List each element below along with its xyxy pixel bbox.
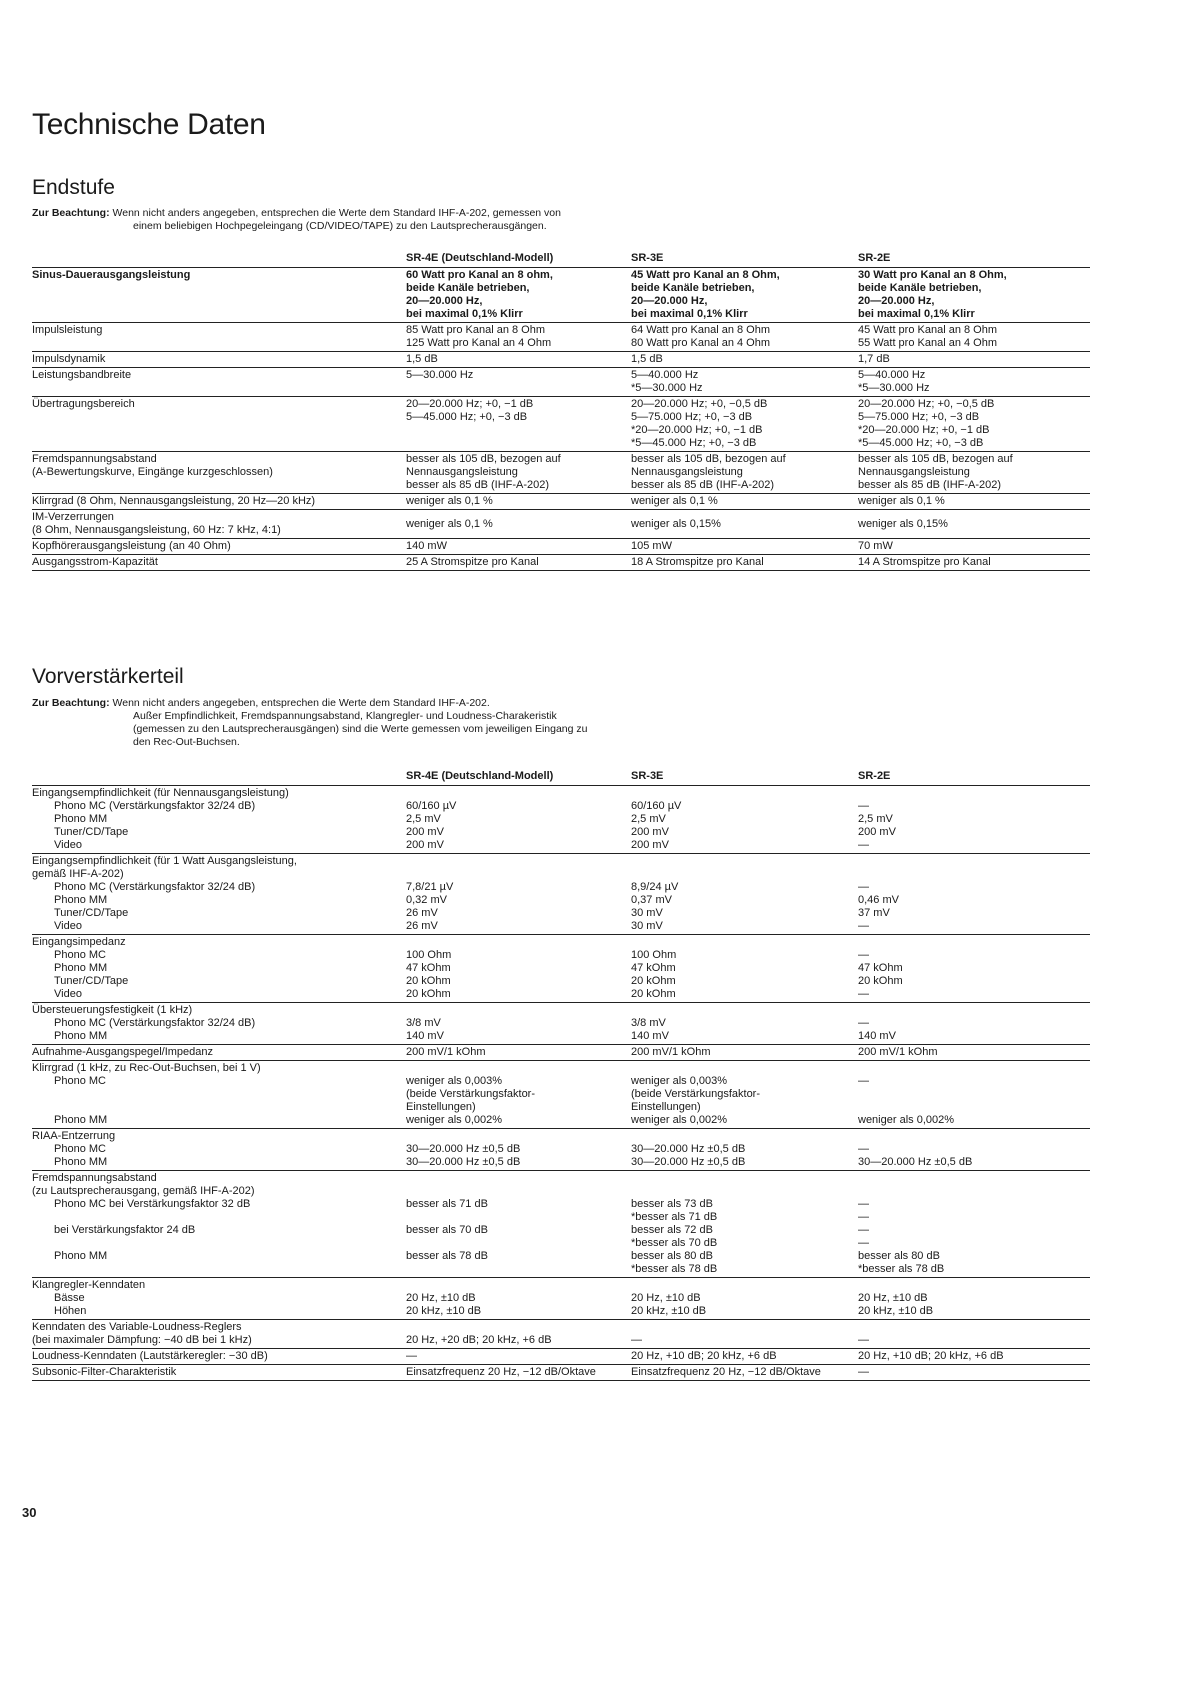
spec-value: 20 Hz, ±10 dB 20 kHz, ±10 dB xyxy=(631,1278,858,1320)
spec-value: — 0,46 mV 37 mV — xyxy=(858,854,1090,935)
spec-value: besser als 105 dB, bezogen auf Nennausgangsleistung besser als 85 dB (IHF-A-202) xyxy=(631,452,858,494)
spec-value: 140 mW xyxy=(406,539,631,555)
spec-value: weniger als 0,1 % xyxy=(631,494,858,510)
spec-sublabels: Phono MC Phono MM xyxy=(54,1143,108,1168)
spec-value: 5—30.000 Hz xyxy=(406,368,631,397)
table-row xyxy=(32,1278,1090,1320)
section-title-vorverstaerker: Vorverstärkerteil xyxy=(32,665,184,688)
table-row xyxy=(32,1365,1090,1381)
spec-value: 200 mV/1 kOhm xyxy=(406,1045,631,1061)
spec-value: 1,7 dB xyxy=(858,352,1090,368)
spec-value: 20 Hz, +10 dB; 20 kHz, +6 dB xyxy=(631,1349,858,1365)
note-line: Wenn nicht anders angegeben, entsprechen die Werte dem Standard IHF-A-202. xyxy=(112,697,490,709)
vorverstaerker-note xyxy=(32,697,732,749)
spec-value: 30—20.000 Hz ±0,5 dB 30—20.000 Hz ±0,5 dB xyxy=(631,1129,858,1171)
spec-label: Impulsdynamik xyxy=(32,352,406,368)
table-row xyxy=(32,555,1090,571)
spec-value: 25 A Stromspitze pro Kanal xyxy=(406,555,631,571)
note-line: einem beliebigen Hochpegeleingang (CD/VIDEO/TAPE) zu den Lautsprecherausgängen. xyxy=(133,220,547,232)
spec-value: 5—40.000 Hz *5—30.000 Hz xyxy=(631,368,858,397)
spec-label: Übersteuerungsfestigkeit (1 kHz) xyxy=(32,1004,193,1016)
section-title-endstufe: Endstufe xyxy=(32,176,115,199)
model-header: SR-4E (Deutschland-Modell) xyxy=(406,768,631,786)
table-row xyxy=(32,539,1090,555)
spec-value: 60/160 µV 2,5 mV 200 mV 200 mV xyxy=(631,786,858,854)
page-title: Technische Daten xyxy=(32,108,266,142)
spec-label: Übertragungsbereich xyxy=(32,397,406,452)
table-row xyxy=(32,1129,1090,1171)
spec-value: 8,9/24 µV 0,37 mV 30 mV 30 mV xyxy=(631,854,858,935)
spec-value: — xyxy=(858,1365,1090,1381)
spec-sublabels: Phono MC (Verstärkungsfaktor 32/24 dB) Phono MM xyxy=(54,1017,256,1042)
table-row xyxy=(32,1171,1090,1278)
spec-value: — xyxy=(631,1320,858,1349)
spec-value: 3/8 mV 140 mV xyxy=(631,1003,858,1045)
spec-value: 14 A Stromspitze pro Kanal xyxy=(858,555,1090,571)
spec-value: 60/160 µV 2,5 mV 200 mV 200 mV xyxy=(406,786,631,854)
spec-value: 20 Hz, ±10 dB 20 kHz, ±10 dB xyxy=(858,1278,1090,1320)
spec-value: 85 Watt pro Kanal an 8 Ohm 125 Watt pro Kanal an 4 Ohm xyxy=(406,323,631,352)
table-row xyxy=(32,854,1090,935)
spec-value: — 140 mV xyxy=(858,1003,1090,1045)
spec-value: besser als 105 dB, bezogen auf Nennausgangsleistung besser als 85 dB (IHF-A-202) xyxy=(406,452,631,494)
spec-group xyxy=(32,786,406,854)
table-row xyxy=(32,1320,1090,1349)
table-row xyxy=(32,397,1090,452)
table-row xyxy=(32,452,1090,494)
spec-value: Einsatzfrequenz 20 Hz, −12 dB/Oktave xyxy=(406,1365,631,1381)
spec-label: Kenndaten des Variable-Loudness-Reglers (bei maximaler Dämpfung: −40 dB bei 1 kHz) xyxy=(32,1320,406,1349)
table-row xyxy=(32,786,1090,854)
table-row xyxy=(32,935,1090,1003)
spec-sublabels: Phono MC Phono MM Tuner/CD/Tape Video xyxy=(54,949,129,1000)
spec-value: 105 mW xyxy=(631,539,858,555)
spec-value: besser als 71 dB besser als 70 dB besser als 78 dB xyxy=(406,1171,631,1278)
note-line: Außer Empfindlichkeit, Fremdspannungsabstand, Klangregler- und Loudness-Charakeristik xyxy=(133,710,557,722)
spec-value: weniger als 0,15% xyxy=(858,510,1090,539)
spec-value: 45 Watt pro Kanal an 8 Ohm, beide Kanäle betrieben, 20—20.000 Hz, bei maximal 0,1% Klirr xyxy=(631,268,858,323)
spec-label: RIAA-Entzerrung xyxy=(32,1130,116,1142)
spec-value: 20 Hz, +20 dB; 20 kHz, +6 dB xyxy=(406,1320,631,1349)
spec-label: Eingangsempfindlichkeit (für Nennausgangsleistung) xyxy=(32,787,289,799)
spec-value: 60 Watt pro Kanal an 8 ohm, beide Kanäle betrieben, 20—20.000 Hz, bei maximal 0,1% Klirr xyxy=(406,268,631,323)
spec-value: 30—20.000 Hz ±0,5 dB 30—20.000 Hz ±0,5 dB xyxy=(406,1129,631,1171)
table-row xyxy=(32,323,1090,352)
spec-sublabels: Phono MC Phono MM xyxy=(54,1075,108,1126)
spec-value: 70 mW xyxy=(858,539,1090,555)
spec-value: — — — — besser als 80 dB *besser als 78 dB xyxy=(858,1171,1090,1278)
spec-label: Leistungsbandbreite xyxy=(32,368,406,397)
spec-value: 1,5 dB xyxy=(406,352,631,368)
spec-label: Klirrgrad (8 Ohm, Nennausgangsleistung, 20 Hz—20 kHz) xyxy=(32,494,406,510)
table-row xyxy=(32,1349,1090,1365)
spec-value: — xyxy=(858,1320,1090,1349)
spec-sublabels: Bässe Höhen xyxy=(54,1292,87,1317)
spec-label: Sinus-Dauerausgangsleistung xyxy=(32,268,406,323)
spec-value: — 2,5 mV 200 mV — xyxy=(858,786,1090,854)
spec-group xyxy=(32,1061,406,1129)
spec-label: Klangregler-Kenndaten xyxy=(32,1279,146,1291)
note-label: Zur Beachtung: xyxy=(32,697,110,709)
spec-label: Klirrgrad (1 kHz, zu Rec-Out-Buchsen, bei 1 V) xyxy=(32,1062,261,1074)
spec-value: — 30—20.000 Hz ±0,5 dB xyxy=(858,1129,1090,1171)
spec-value: 200 mV/1 kOhm xyxy=(858,1045,1090,1061)
model-header: SR-2E xyxy=(858,250,1090,268)
spec-sublabels: Phono MC (Verstärkungsfaktor 32/24 dB) Phono MM Tuner/CD/Tape Video xyxy=(54,800,256,851)
spec-label: Impulsleistung xyxy=(32,323,406,352)
vorverstaerker-table xyxy=(32,768,1090,1381)
table-row xyxy=(32,494,1090,510)
endstufe-note xyxy=(32,207,732,233)
table-row xyxy=(32,510,1090,539)
spec-value: — 47 kOhm 20 kOhm — xyxy=(858,935,1090,1003)
model-header: SR-4E (Deutschland-Modell) xyxy=(406,250,631,268)
endstufe-table xyxy=(32,250,1090,571)
spec-value: besser als 105 dB, bezogen auf Nennausgangsleistung besser als 85 dB (IHF-A-202) xyxy=(858,452,1090,494)
spec-value: 18 A Stromspitze pro Kanal xyxy=(631,555,858,571)
spec-value: — weniger als 0,002% xyxy=(858,1061,1090,1129)
spec-label: Subsonic-Filter-Charakteristik xyxy=(32,1365,406,1381)
table-header-row xyxy=(32,250,1090,268)
spec-value: 100 Ohm 47 kOhm 20 kOhm 20 kOhm xyxy=(406,935,631,1003)
note-line: (gemessen zu den Lautsprecherausgängen) sind die Werte gemessen vom jeweiligen Eingang zu xyxy=(133,723,588,735)
spec-sublabels: Phono MC bei Verstärkungsfaktor 32 dB bei Verstärkungsfaktor 24 dB Phono MM xyxy=(54,1198,251,1262)
model-header: SR-2E xyxy=(858,768,1090,786)
note-line: den Rec-Out-Buchsen. xyxy=(133,736,240,748)
spec-label: Kopfhörerausgangsleistung (an 40 Ohm) xyxy=(32,539,406,555)
spec-group xyxy=(32,1171,406,1278)
spec-group xyxy=(32,1129,406,1171)
table-row xyxy=(32,1061,1090,1129)
spec-value: 20 Hz, +10 dB; 20 kHz, +6 dB xyxy=(858,1349,1090,1365)
spec-value: weniger als 0,003% (beide Verstärkungsfaktor- Einstellungen) weniger als 0,002% xyxy=(406,1061,631,1129)
spec-value: weniger als 0,1 % xyxy=(406,510,631,539)
spec-value: 64 Watt pro Kanal an 8 Ohm 80 Watt pro Kanal an 4 Ohm xyxy=(631,323,858,352)
spec-group xyxy=(32,1278,406,1320)
spec-group xyxy=(32,935,406,1003)
spec-sublabels: Phono MC (Verstärkungsfaktor 32/24 dB) Phono MM Tuner/CD/Tape Video xyxy=(54,881,256,932)
spec-value: 200 mV/1 kOhm xyxy=(631,1045,858,1061)
spec-value: besser als 73 dB *besser als 71 dB besser als 72 dB *besser als 70 dB besser als 80 dB *besser als 78 dB xyxy=(631,1171,858,1278)
spec-value: 5—40.000 Hz *5—30.000 Hz xyxy=(858,368,1090,397)
table-row xyxy=(32,352,1090,368)
spec-label: Loudness-Kenndaten (Lautstärkeregler: −30 dB) xyxy=(32,1349,406,1365)
spec-label: Eingangsempfindlichkeit (für 1 Watt Ausgangsleistung, gemäß IHF-A-202) xyxy=(32,855,297,880)
spec-value: weniger als 0,1 % xyxy=(406,494,631,510)
table-header-row xyxy=(32,768,1090,786)
spec-value: 20—20.000 Hz; +0, −0,5 dB 5—75.000 Hz; +0, −3 dB *20—20.000 Hz; +0, −1 dB *5—45.000 Hz; +0, −3 dB xyxy=(858,397,1090,452)
page-number: 30 xyxy=(22,1505,37,1520)
spec-label: Aufnahme-Ausgangspegel/Impedanz xyxy=(32,1045,406,1061)
spec-value: 7,8/21 µV 0,32 mV 26 mV 26 mV xyxy=(406,854,631,935)
spec-value: weniger als 0,15% xyxy=(631,510,858,539)
spec-label: IM-Verzerrungen (8 Ohm, Nennausgangsleistung, 60 Hz: 7 kHz, 4:1) xyxy=(32,510,406,539)
spec-value: 30 Watt pro Kanal an 8 Ohm, beide Kanäle betrieben, 20—20.000 Hz, bei maximal 0,1% Klirr xyxy=(858,268,1090,323)
note-line: Wenn nicht anders angegeben, entsprechen die Werte dem Standard IHF-A-202, gemessen von xyxy=(112,207,561,219)
note-label: Zur Beachtung: xyxy=(32,207,110,219)
spec-value: — xyxy=(406,1349,631,1365)
spec-value: 45 Watt pro Kanal an 8 Ohm 55 Watt pro Kanal an 4 Ohm xyxy=(858,323,1090,352)
table-row xyxy=(32,1003,1090,1045)
spec-value: 1,5 dB xyxy=(631,352,858,368)
spec-value: 20—20.000 Hz; +0, −1 dB 5—45.000 Hz; +0, −3 dB xyxy=(406,397,631,452)
spec-label: Fremdspannungsabstand (zu Lautsprecherausgang, gemäß IHF-A-202) xyxy=(32,1172,255,1197)
spec-value: weniger als 0,003% (beide Verstärkungsfaktor- Einstellungen) weniger als 0,002% xyxy=(631,1061,858,1129)
spec-group xyxy=(32,854,406,935)
spec-value: 20—20.000 Hz; +0, −0,5 dB 5—75.000 Hz; +0, −3 dB *20—20.000 Hz; +0, −1 dB *5—45.000 Hz; +0, −3 dB xyxy=(631,397,858,452)
spec-value: weniger als 0,1 % xyxy=(858,494,1090,510)
spec-label: Eingangsimpedanz xyxy=(32,936,126,948)
table-row xyxy=(32,268,1090,323)
spec-label: Fremdspannungsabstand (A-Bewertungskurve, Eingänge kurzgeschlossen) xyxy=(32,452,406,494)
spec-label: Ausgangsstrom-Kapazität xyxy=(32,555,406,571)
table-row xyxy=(32,1045,1090,1061)
spec-value: 3/8 mV 140 mV xyxy=(406,1003,631,1045)
model-header: SR-3E xyxy=(631,768,858,786)
spec-group xyxy=(32,1003,406,1045)
table-row xyxy=(32,368,1090,397)
spec-value: 100 Ohm 47 kOhm 20 kOhm 20 kOhm xyxy=(631,935,858,1003)
spec-value: Einsatzfrequenz 20 Hz, −12 dB/Oktave xyxy=(631,1365,858,1381)
spec-value: 20 Hz, ±10 dB 20 kHz, ±10 dB xyxy=(406,1278,631,1320)
model-header: SR-3E xyxy=(631,250,858,268)
